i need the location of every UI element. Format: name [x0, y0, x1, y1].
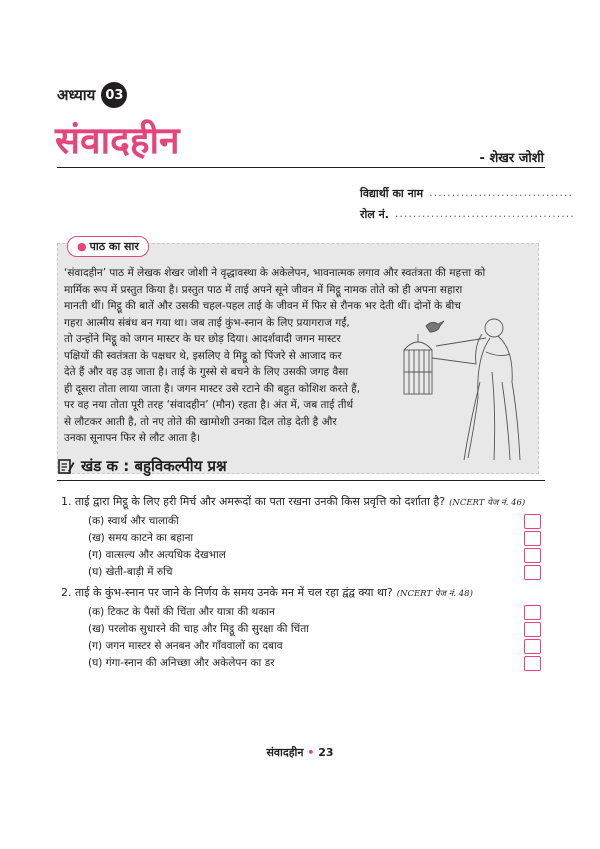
- summary-line: मानती थीं। मिट्ठू की बातें और उसकी चहल-पहल ताई के जीवन में फिर से रौनक भर देती थीं। दोनों के बीच: [64, 300, 461, 312]
- question-2: [61, 585, 473, 600]
- answer-checkbox[interactable]: [524, 656, 541, 671]
- page-number: 23: [318, 746, 334, 759]
- section-title: खंड क : बहुविकल्पीय प्रश्न: [81, 457, 227, 475]
- option-item: (क) स्वार्थ और चालाकी: [88, 515, 179, 527]
- option-item: (ख) समय काटने का बहाना: [88, 532, 194, 544]
- footer-bullet: •: [307, 746, 315, 759]
- option-item: (घ) गंगा-स्नान की अनिच्छा और अकेलेपन का डर: [88, 657, 275, 669]
- answer-checkbox[interactable]: [524, 605, 541, 620]
- student-name-field[interactable]: [360, 186, 573, 201]
- student-name-label: विद्यार्थी का नाम: [360, 187, 424, 200]
- answer-checkbox[interactable]: [524, 531, 541, 546]
- question-reference: (NCERT पेज नं. 46): [449, 498, 526, 508]
- answer-checkbox[interactable]: [524, 622, 541, 637]
- title-divider: [57, 167, 545, 168]
- summary-line: तो उन्होंने मिट्ठू को जगन मास्टर के घर छोड़ दिया। आदर्शवादी जगन मास्टर: [64, 333, 341, 345]
- roll-number-label: रोल नं.: [360, 208, 389, 221]
- question-text: 1. ताई द्वारा मिट्ठू के लिए हरी मिर्च और अमरूदों का पता रखना उनकी किस प्रवृत्ति को दर्शाता है?: [61, 495, 446, 508]
- answer-checkbox[interactable]: [524, 639, 541, 654]
- summary-line: पक्षियों की स्वतंत्रता के पक्षधर थे, इसलिए वे मिट्ठू को पिंजरे से आजाद कर: [64, 349, 342, 362]
- chapter-number: 03: [101, 82, 127, 108]
- woman-with-birdcage-illustration: [394, 312, 534, 462]
- summary-badge-label: पाठ का सार: [89, 240, 139, 253]
- option-item: (ग) वात्सल्य और अत्यधिक देखभाल: [88, 549, 226, 561]
- summary-line: देते हैं और वह उड़ जाता है। ताई के गुस्से से बचने के लिए उसकी जगह वैसा: [64, 366, 349, 378]
- woman-figure-icon: [432, 319, 520, 460]
- summary-line: ‘संवादहीन’ पाठ में लेखक शेखर जोशी ने वृद्धावस्था के अकेलेपन, भावनात्मक लगाव और स्वतंत्रता की महत्ता को: [64, 267, 486, 279]
- section-divider: [57, 480, 545, 481]
- summary-badge: [67, 236, 149, 257]
- answer-checkbox[interactable]: [524, 565, 541, 580]
- footer-title: संवादहीन: [266, 746, 304, 759]
- bird-icon: [426, 321, 444, 332]
- bullet-icon: ●: [77, 240, 87, 253]
- chapter-title: संवादहीन: [55, 119, 180, 162]
- author-name: - शेखर जोशी: [479, 151, 544, 166]
- chapter-label: अध्याय: [57, 86, 96, 104]
- student-name-blank[interactable]: ................................: [429, 186, 574, 199]
- page-footer: [0, 745, 600, 760]
- summary-line: से लौटकर आती है, तो नए तोते की खामोशी उनका दिल तोड़ देती है और: [64, 415, 337, 428]
- answer-checkbox[interactable]: [524, 514, 541, 529]
- option-item: (ग) जगन मास्टर से अनबन और गाँववालों का दबाव: [88, 640, 283, 652]
- section-heading: [57, 456, 227, 476]
- option-item: (ख) परलोक सुधारने की चाह और मिट्ठू की सुरक्षा की चिंता: [88, 623, 309, 635]
- chapter-indicator: [57, 82, 127, 108]
- question-text: 2. ताई के कुंभ-स्नान पर जाने के निर्णय के समय उनके मन में चल रहा द्वंद्व क्या था?: [61, 586, 393, 599]
- option-item: (घ) खेती-बाड़ी में रुचि: [88, 566, 173, 578]
- roll-number-field[interactable]: [360, 207, 575, 222]
- question-1: [61, 494, 525, 509]
- summary-line: पर वह नया तोता पूरी तरह ‘संवादहीन’ (मौन) रहता है। अंत में, जब ताई तीर्थ: [64, 399, 354, 411]
- question-reference: (NCERT पेज नं. 48): [396, 589, 473, 599]
- summary-line: मार्मिक रूप में प्रस्तुत किया है। प्रस्तुत पाठ में ताई अपने सूने जीवन में मिट्ठू नामक तोते को ही अपना सहारा: [64, 283, 463, 296]
- worksheet-icon: [57, 457, 75, 475]
- summary-line: उनका सूनापन फिर से लौट आता है।: [64, 432, 201, 444]
- summary-line: गहरा आत्मीय संबंध बन गया था। जब ताई कुंभ-स्नान के लिए प्रयागराज गईं,: [64, 316, 350, 329]
- roll-number-blank[interactable]: ........................................: [394, 207, 575, 220]
- summary-line: ही दूसरा तोता लाया जाता है। जगन मास्टर उसे रटाने की बहुत कोशिश करते हैं,: [64, 382, 361, 395]
- option-item: (क) टिकट के पैसों की चिंता और यात्रा की थकान: [88, 606, 275, 618]
- birdcage-icon: [404, 334, 432, 394]
- answer-checkbox[interactable]: [524, 548, 541, 563]
